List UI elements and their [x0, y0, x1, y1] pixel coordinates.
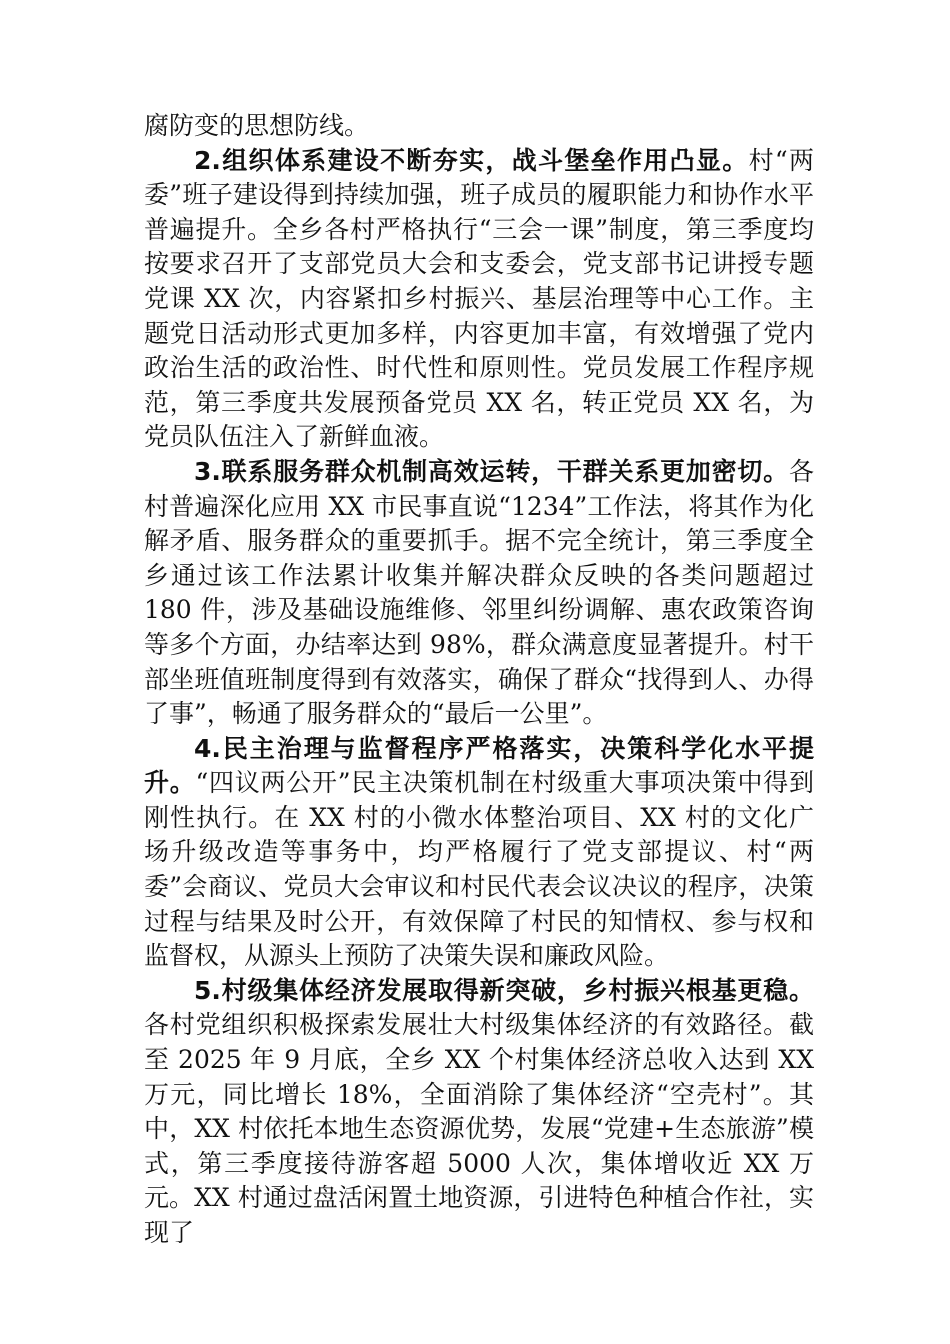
paragraph-heading: 3.联系服务群众机制高效运转，干群关系更加密切。: [194, 456, 789, 486]
paragraph-service: [144, 455, 814, 732]
paragraph-text: 腐防变的思想防线。: [144, 111, 370, 140]
paragraph-economy: [144, 974, 814, 1251]
paragraph-text: 村“两委”班子建设得到持续加强，班子成员的履职能力和协作水平普遍提升。全乡各村严格执行“三会一课”制度，第三季度均按要求召开了支部党员大会和支委会，党支部书记讲授专题党课 XX 次，内容紧扣乡村振兴、基层治理等中心工作。主题党日活动形式更加多样，内容更加丰富，有效增强了党内政治生活的政治性、时代性和原则性。党员发展工作程序规范，第三季度共发展预备党员 XX 名，转正党员 XX 名，为党员队伍注入了新鲜血液。: [144, 145, 814, 452]
paragraph-text: “四议两公开”民主决策机制在村级重大事项决策中得到刚性执行。在 XX 村的小微水体整治项目、XX 村的文化广场升级改造等事务中，均严格履行了党支部提议、村“两委”会商议、党员大会审议和村民代表会议决议的程序，决策过程与结果及时公开，有效保障了村民的知情权、参与权和监督权，从源头上预防了决策失误和廉政风险。: [144, 768, 814, 971]
paragraph-governance: [144, 732, 814, 974]
paragraph-organization: [144, 144, 814, 455]
document-body: [144, 109, 814, 1251]
paragraph-text: 各村普遍深化应用 XX 市民事直说“1234”工作法，将其作为化解矛盾、服务群众的重要抓手。据不完全统计，第三季度全乡通过该工作法累计收集并解决群众反映的各类问题超过 180 件，涉及基础设施维修、邻里纠纷调解、惠农政策咨询等多个方面，办结率达到 98%，群众满意度显著提升。村干部坐班值班制度得到有效落实，确保了群众“找得到人、办得了事”，畅通了服务群众的“最后一公里”。: [144, 456, 814, 729]
paragraph-continuation: [144, 109, 814, 144]
paragraph-heading: 4.民主治理与监督程序严格落实，决策科学化水平提升。: [144, 733, 814, 798]
paragraph-text: 各村党组织积极探索发展壮大村级集体经济的有效路径。截至 2025 年 9 月底，全乡 XX 个村集体经济总收入达到 XX 万元，同比增长 18%，全面消除了集体经济“空壳村”。其中，XX 村依托本地生态资源优势，发展“党建+生态旅游”模式，第三季度接待游客超 5000 人次，集体增收近 XX 万元。XX 村通过盘活闲置土地资源，引进特色种植合作社，实现了: [144, 1010, 814, 1247]
paragraph-heading: 2.组织体系建设不断夯实，战斗堡垒作用凸显。: [194, 145, 749, 175]
paragraph-heading: 5.村级集体经济发展取得新突破，乡村振兴根基更稳。: [194, 975, 814, 1005]
